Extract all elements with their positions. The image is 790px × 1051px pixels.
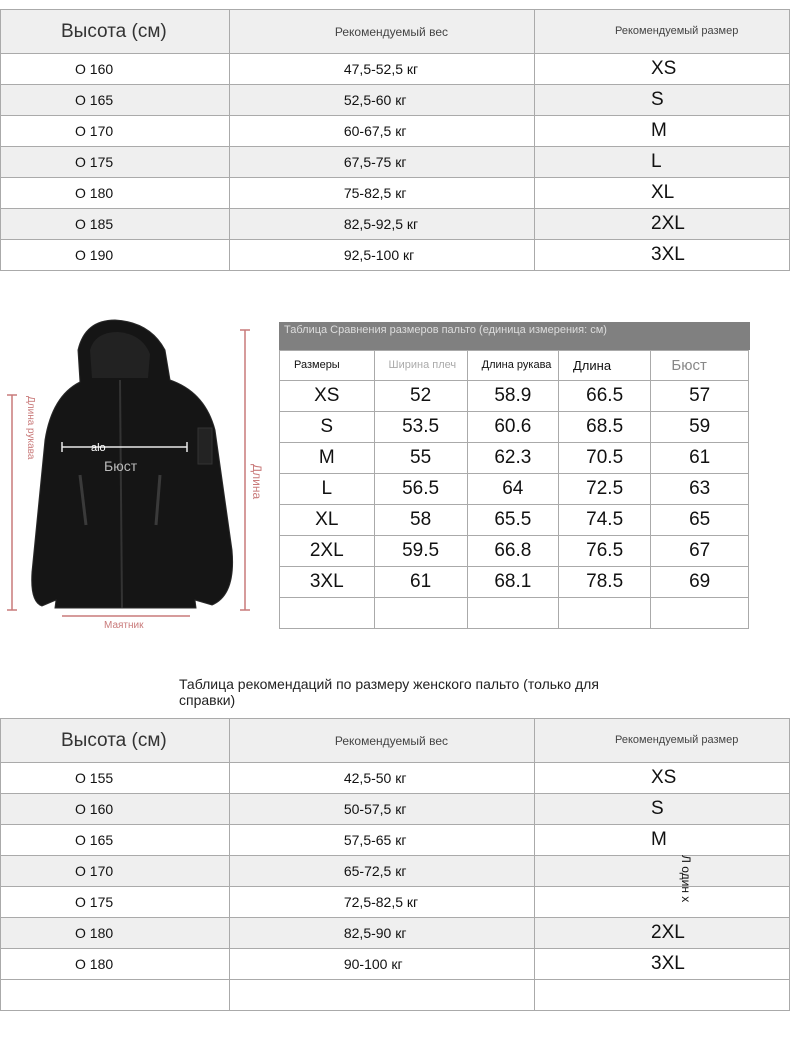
women-table-note: Таблица рекомендаций по размеру женского пальто (только для справки): [179, 676, 599, 708]
men-size-table: [0, 9, 790, 271]
weight-cell: 92,5-100 кг: [229, 240, 534, 271]
table-header-row: [280, 351, 749, 381]
header-weight: Рекомендуемый вес: [229, 719, 534, 763]
table-row: [280, 536, 749, 567]
logo-text: alo: [91, 442, 106, 454]
height-cell: O 155: [1, 763, 230, 794]
height-cell: O 190: [1, 240, 230, 271]
weight-cell: 47,5-52,5 кг: [229, 54, 534, 85]
table-row: [280, 443, 749, 474]
size-cell: M: [535, 825, 790, 856]
header-height: Высота (см): [1, 10, 230, 54]
weight-cell: 82,5-90 кг: [229, 918, 534, 949]
size-cell: 2XL: [535, 918, 790, 949]
table-row: [280, 474, 749, 505]
shoulder-cell: 59.5: [374, 536, 467, 567]
length-cell: 68.5: [558, 412, 650, 443]
weight-cell: 72,5-82,5 кг: [229, 887, 534, 918]
height-cell: O 160: [1, 794, 230, 825]
header-sleeve: Длина рукава: [467, 351, 558, 381]
size-cell: 2XL: [535, 209, 790, 240]
height-cell: O 180: [1, 178, 230, 209]
length-cell: 78.5: [558, 567, 650, 598]
bust-cell: 57: [651, 381, 749, 412]
height-cell: O 175: [1, 147, 230, 178]
size-cell: S: [280, 412, 375, 443]
size-cell: 2XL: [280, 536, 375, 567]
bust-cell: 61: [651, 443, 749, 474]
sleeve-cell: 64: [467, 474, 558, 505]
size-cell: S: [535, 794, 790, 825]
header-shoulder: Ширина плеч: [374, 351, 467, 381]
size-cell: L: [535, 147, 790, 178]
length-cell: 76.5: [558, 536, 650, 567]
bust-cell: 67: [651, 536, 749, 567]
table-row: [280, 381, 749, 412]
sleeve-cell: 62.3: [467, 443, 558, 474]
size-cell: XS: [280, 381, 375, 412]
height-cell: O 170: [1, 856, 230, 887]
size-cell: 3XL: [535, 240, 790, 271]
table-row: [1, 116, 790, 147]
height-cell: O 180: [1, 918, 230, 949]
vertical-size-label: Л один х: [679, 855, 693, 903]
table-row: [1, 54, 790, 85]
header-height: Высота (см): [1, 719, 230, 763]
height-cell: O 165: [1, 85, 230, 116]
size-cell: 3XL: [280, 567, 375, 598]
empty-row: [280, 598, 749, 629]
size-cell: XS: [535, 54, 790, 85]
size-cell: 3XL: [535, 949, 790, 980]
sleeve-cell: 66.8: [467, 536, 558, 567]
sleeve-cell: 65.5: [467, 505, 558, 536]
length-cell: 70.5: [558, 443, 650, 474]
size-cell: M: [280, 443, 375, 474]
length-cell: 74.5: [558, 505, 650, 536]
table-header-row: [1, 10, 790, 54]
length-cell: 66.5: [558, 381, 650, 412]
shoulder-cell: 61: [374, 567, 467, 598]
bust-cell: 63: [651, 474, 749, 505]
size-chart-table: [279, 350, 749, 629]
shoulder-cell: 52: [374, 381, 467, 412]
table-row: [1, 825, 790, 856]
table-row: [1, 856, 790, 887]
sleeve-cell: 68.1: [467, 567, 558, 598]
height-cell: O 185: [1, 209, 230, 240]
weight-cell: 57,5-65 кг: [229, 825, 534, 856]
bust-cell: 65: [651, 505, 749, 536]
table-row: [1, 85, 790, 116]
size-cell: L: [280, 474, 375, 505]
table-row: [1, 209, 790, 240]
header-size: Размеры: [280, 351, 375, 381]
weight-cell: 42,5-50 кг: [229, 763, 534, 794]
height-cell: O 180: [1, 949, 230, 980]
table-row: [1, 178, 790, 209]
sleeve-pocket: [198, 428, 212, 464]
table-row: [1, 918, 790, 949]
weight-cell: 52,5-60 кг: [229, 85, 534, 116]
size-cell: [535, 887, 790, 918]
sleeve-cell: 60.6: [467, 412, 558, 443]
bust-label: Бюст: [104, 458, 138, 474]
table-row: [1, 949, 790, 980]
table-row: [1, 240, 790, 271]
size-chart-caption: Таблица Сравнения размеров пальто (единица измерения: см): [279, 322, 750, 350]
table-row: [1, 794, 790, 825]
size-cell: XL: [535, 178, 790, 209]
table-row: [1, 147, 790, 178]
table-row: [280, 412, 749, 443]
height-cell: O 160: [1, 54, 230, 85]
weight-cell: 65-72,5 кг: [229, 856, 534, 887]
size-cell: M: [535, 116, 790, 147]
table-row: [280, 505, 749, 536]
size-cell: XS: [535, 763, 790, 794]
shoulder-cell: 53.5: [374, 412, 467, 443]
shoulder-cell: 55: [374, 443, 467, 474]
height-cell: O 175: [1, 887, 230, 918]
weight-cell: 75-82,5 кг: [229, 178, 534, 209]
weight-cell: 67,5-75 кг: [229, 147, 534, 178]
header-size: Рекомендуемый размер: [535, 10, 790, 54]
shoulder-cell: 58: [374, 505, 467, 536]
sleeve-cell: 58.9: [467, 381, 558, 412]
length-cell: 72.5: [558, 474, 650, 505]
height-cell: O 165: [1, 825, 230, 856]
bust-cell: 59: [651, 412, 749, 443]
table-header-row: [1, 719, 790, 763]
jacket-illustration: [0, 310, 275, 645]
length-label: Длина: [250, 464, 264, 500]
table-row: [1, 887, 790, 918]
weight-cell: 50-57,5 кг: [229, 794, 534, 825]
bust-cell: 69: [651, 567, 749, 598]
sleeve-label: Длина рукава: [25, 396, 36, 460]
women-size-table: [0, 718, 790, 1011]
weight-cell: 60-67,5 кг: [229, 116, 534, 147]
header-length: Длина: [558, 351, 650, 381]
table-row: [280, 567, 749, 598]
size-cell: S: [535, 85, 790, 116]
hem-label: Маятник: [104, 620, 144, 631]
table-row: [1, 763, 790, 794]
weight-cell: 90-100 кг: [229, 949, 534, 980]
height-cell: O 170: [1, 116, 230, 147]
weight-cell: 82,5-92,5 кг: [229, 209, 534, 240]
header-size: Рекомендуемый размер: [535, 719, 790, 763]
size-cell: XL: [280, 505, 375, 536]
header-weight: Рекомендуемый вес: [229, 10, 534, 54]
header-bust: Бюст: [651, 351, 749, 381]
empty-row: [1, 980, 790, 1011]
shoulder-cell: 56.5: [374, 474, 467, 505]
size-cell: [535, 856, 790, 887]
